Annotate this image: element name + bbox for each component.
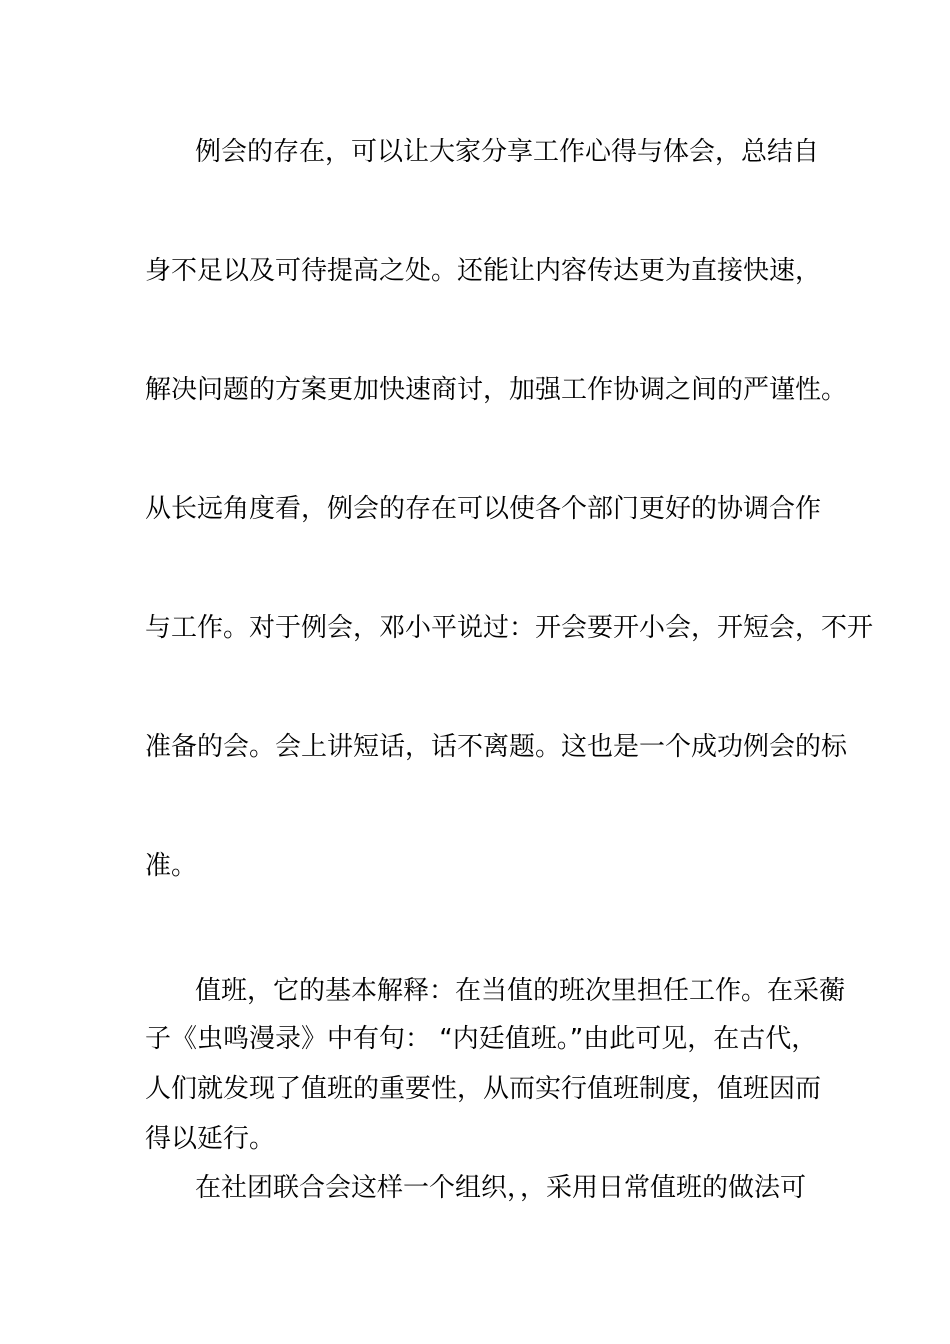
paragraph-line: 与工作。对于例会，邓小平说过：开会要开小会，开短会，不开: [145, 613, 874, 643]
paragraph-line: 子《虫鸣漫录》中有句： “内廷值班。”由此可见，在古代，: [145, 1024, 818, 1054]
paragraph-line: 身不足以及可待提高之处。还能让内容传达更为直接快速，: [145, 256, 822, 286]
paragraph-line: 人们就发现了值班的重要性，从而实行值班制度，值班因而: [145, 1074, 822, 1104]
paragraph-line: 解决问题的方案更加快速商讨，加强工作协调之间的严谨性。: [145, 375, 848, 405]
paragraph-line: 从长远角度看，例会的存在可以使各个部门更好的协调合作: [145, 494, 822, 524]
paragraph-line: 得以延行。: [145, 1124, 276, 1154]
paragraph-line: 准。: [145, 851, 198, 881]
paragraph-line: 值班，它的基本解释：在当值的班次里担任工作。在采蘅: [195, 976, 846, 1006]
paragraph-line: 在社团联合会这样一个组织，，采用日常值班的做法可: [195, 1173, 807, 1203]
paragraph-line: 准备的会。会上讲短话，话不离题。这也是一个成功例会的标: [145, 732, 848, 762]
paragraph-line: 例会的存在，可以让大家分享工作心得与体会，总结自: [195, 137, 820, 167]
